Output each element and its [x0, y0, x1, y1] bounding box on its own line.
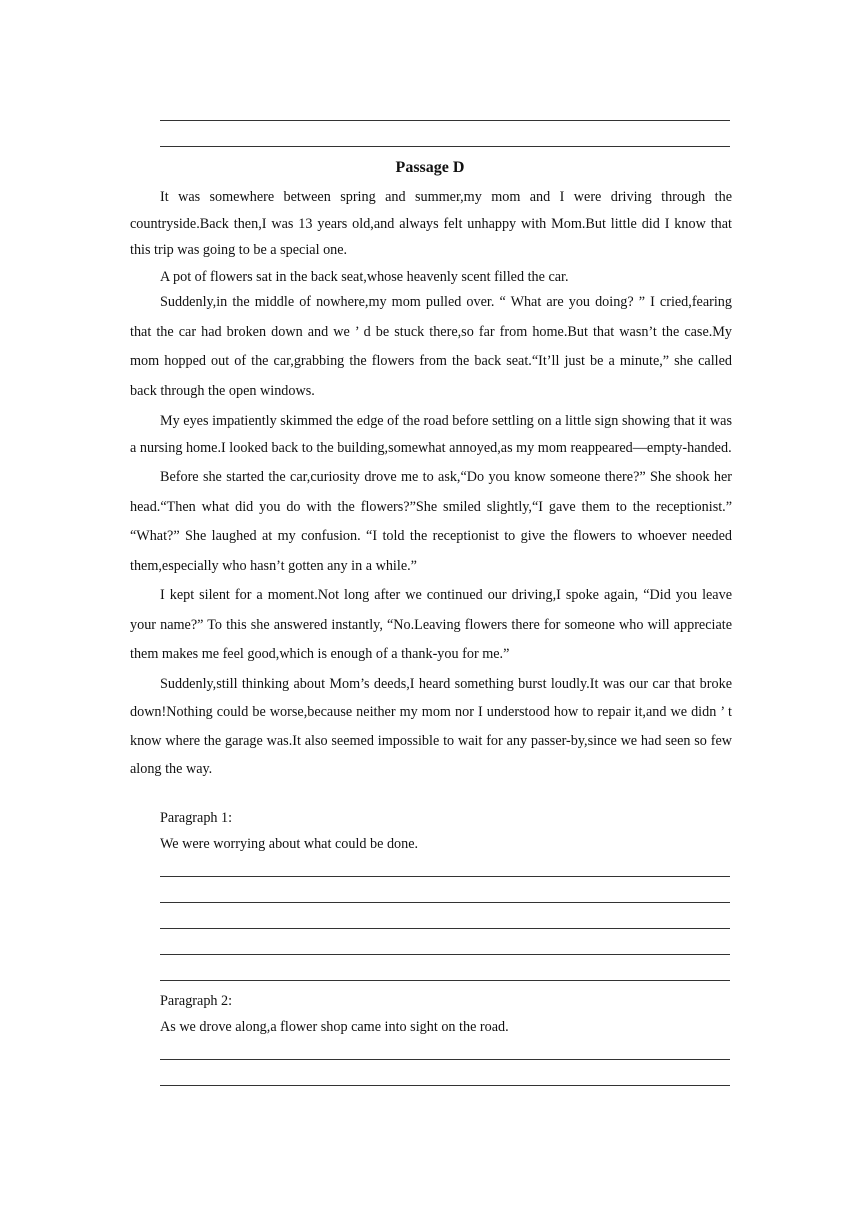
passage-title: Passage D — [395, 159, 465, 176]
passage-paragraph: Before she started the car,curiosity drove me to ask,“Do you know someone there?” She shook her head.“Then what did you do with the flowers?”She smiled slightly,“I gave them to the receptionist.” “What?” She laughed at my confusion. “I told the receptionist to give the flowers to whoever needed them,especially who hasn’t gotten any in a while.” — [130, 469, 732, 574]
passage-paragraph: It was somewhere between spring and summer,my mom and I were driving through the countryside.Back then,I was 13 years old,and always felt unhappy with Mom.But little did I know that this trip was going to be a special one. — [130, 189, 732, 258]
passage-body — [130, 184, 732, 784]
paragraph-1-label: Paragraph 1: — [160, 810, 233, 826]
writing-line — [160, 1059, 730, 1060]
answer-line — [160, 120, 730, 121]
passage-paragraph: Suddenly,still thinking about Mom’s deeds,I heard something burst loudly.It was our car that broke down!Nothing could be worse,because neither my mom nor I understood how to repair it,and we didn ’ t know where the garage was.It also seemed impossible to wait for any passer-by,since we had seen so few along the way. — [130, 675, 732, 777]
writing-line — [160, 902, 730, 903]
writing-line — [160, 1085, 730, 1086]
answer-line — [160, 146, 730, 147]
passage-paragraph: Suddenly,in the middle of nowhere,my mom pulled over. “ What are you doing? ” I cried,fearing that the car had broken down and we ’ d be stuck there,so far from home.But that wasn’t the case.My mom hopped out of the car,grabbing the flowers from the back seat.“It’ll just be a minute,” she called back through the open windows. — [130, 294, 732, 399]
writing-line — [160, 928, 730, 929]
paragraph-1-opening: We were worrying about what could be done. — [160, 836, 419, 852]
writing-line — [160, 980, 730, 981]
passage-paragraph: A pot of flowers sat in the back seat,whose heavenly scent filled the car. — [160, 268, 569, 285]
passage-paragraph: I kept silent for a moment.Not long after we continued our driving,I spoke again, “Did you leave your name?” To this she answered instantly, “No.Leaving flowers there for someone who will appreciate them makes me feel good,which is enough of a thank-you for me.” — [130, 587, 732, 662]
writing-line — [160, 876, 730, 877]
paragraph-2-opening: As we drove along,a flower shop came into sight on the road. — [160, 1019, 509, 1035]
writing-line — [160, 954, 730, 955]
passage-paragraph: My eyes impatiently skimmed the edge of the road before settling on a little sign showing that it was a nursing home.I looked back to the building,somewhat annoyed,as my mom reappeared—empty-handed. — [130, 413, 732, 456]
paragraph-2-label: Paragraph 2: — [160, 993, 233, 1009]
